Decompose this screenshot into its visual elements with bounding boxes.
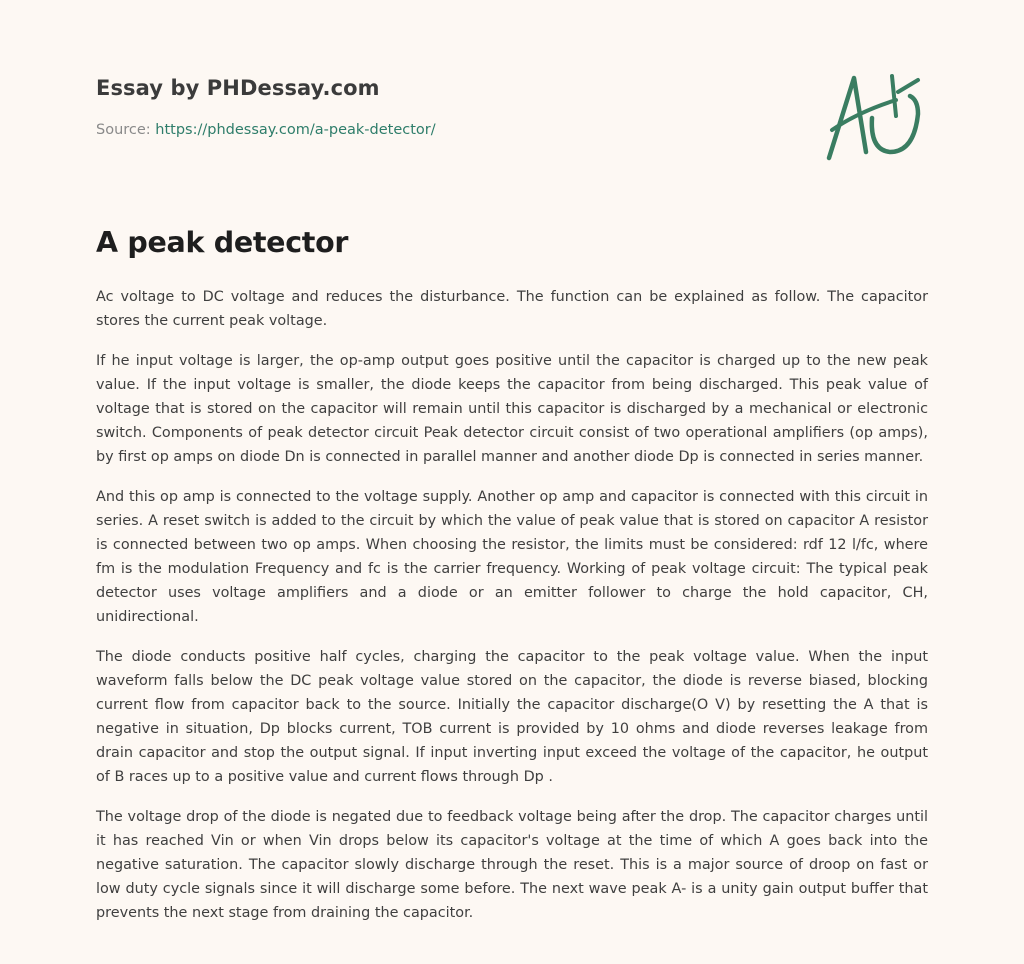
article-title: A peak detector [96,226,349,259]
article-paragraph: And this op amp is connected to the voltage supply. Another op amp and capacitor is connected with this circuit in series. A reset switch is added to the circuit by which the value of peak value that is stored on capacitor A resistor is connected between two op amps. When choosing the resistor, the limits must be considered: rdf 12 l/fc, where fm is the modulation Frequency and fc is the carrier frequency. Working of peak voltage circuit: The typical peak detector uses voltage amplifiers and a diode or an emitter follower to charge the hold capacitor, CH, unidirectional. [96,489,928,625]
a-plus-logo-icon [818,66,928,166]
article-paragraph: The voltage drop of the diode is negated due to feedback voltage being after the drop. The capacitor charges until it has reached Vin or when Vin drops below its capacitor's voltage at the time of which A goes back into the negative saturation. The capacitor slowly discharge through the reset. This is a major source of droop on fast or low duty cycle signals since it will discharge some before. The next wave peak A- is a unity gain output buffer that prevents the next stage from draining the capacitor. [96,809,928,921]
essay-header [96,76,696,138]
article-paragraph: The diode conducts positive half cycles, charging the capacitor to the peak voltage value. When the input waveform falls below the DC peak voltage value stored on the capacitor, the diode is reverse biased, blocking current flow from capacitor back to the source. Initially the capacitor discharge(O V) by resetting the A that is negative in situation, Dp blocks current, TOB current is provided by 10 ohms and diode reverses leakage from drain capacitor and stop the output signal. If input inverting input exceed the voltage of the capacitor, he output of B races up to a positive value and current flows through Dp . [96,649,928,785]
source-label: Source: [96,122,151,138]
article-body [96,285,928,941]
article-paragraph: Ac voltage to DC voltage and reduces the disturbance. The function can be explained as follow. The capacitor stores the current peak voltage. [96,289,928,329]
source-link[interactable]: https://phdessay.com/a-peak-detector/ [155,122,436,138]
source-line [96,122,696,138]
article-paragraph: If he input voltage is larger, the op-amp output goes positive until the capacitor is charged up to the new peak value. If the input voltage is smaller, the diode keeps the capacitor from being discharged. This peak value of voltage that is stored on the capacitor will remain until this capacitor is discharged by a mechanical or electronic switch. Components of peak detector circuit Peak detector circuit consist of two operational amplifiers (op amps), by first op amps on diode Dn is connected in parallel manner and another diode Dp is connected in series manner. [96,353,928,465]
brand-title: Essay by PHDessay.com [96,76,380,100]
